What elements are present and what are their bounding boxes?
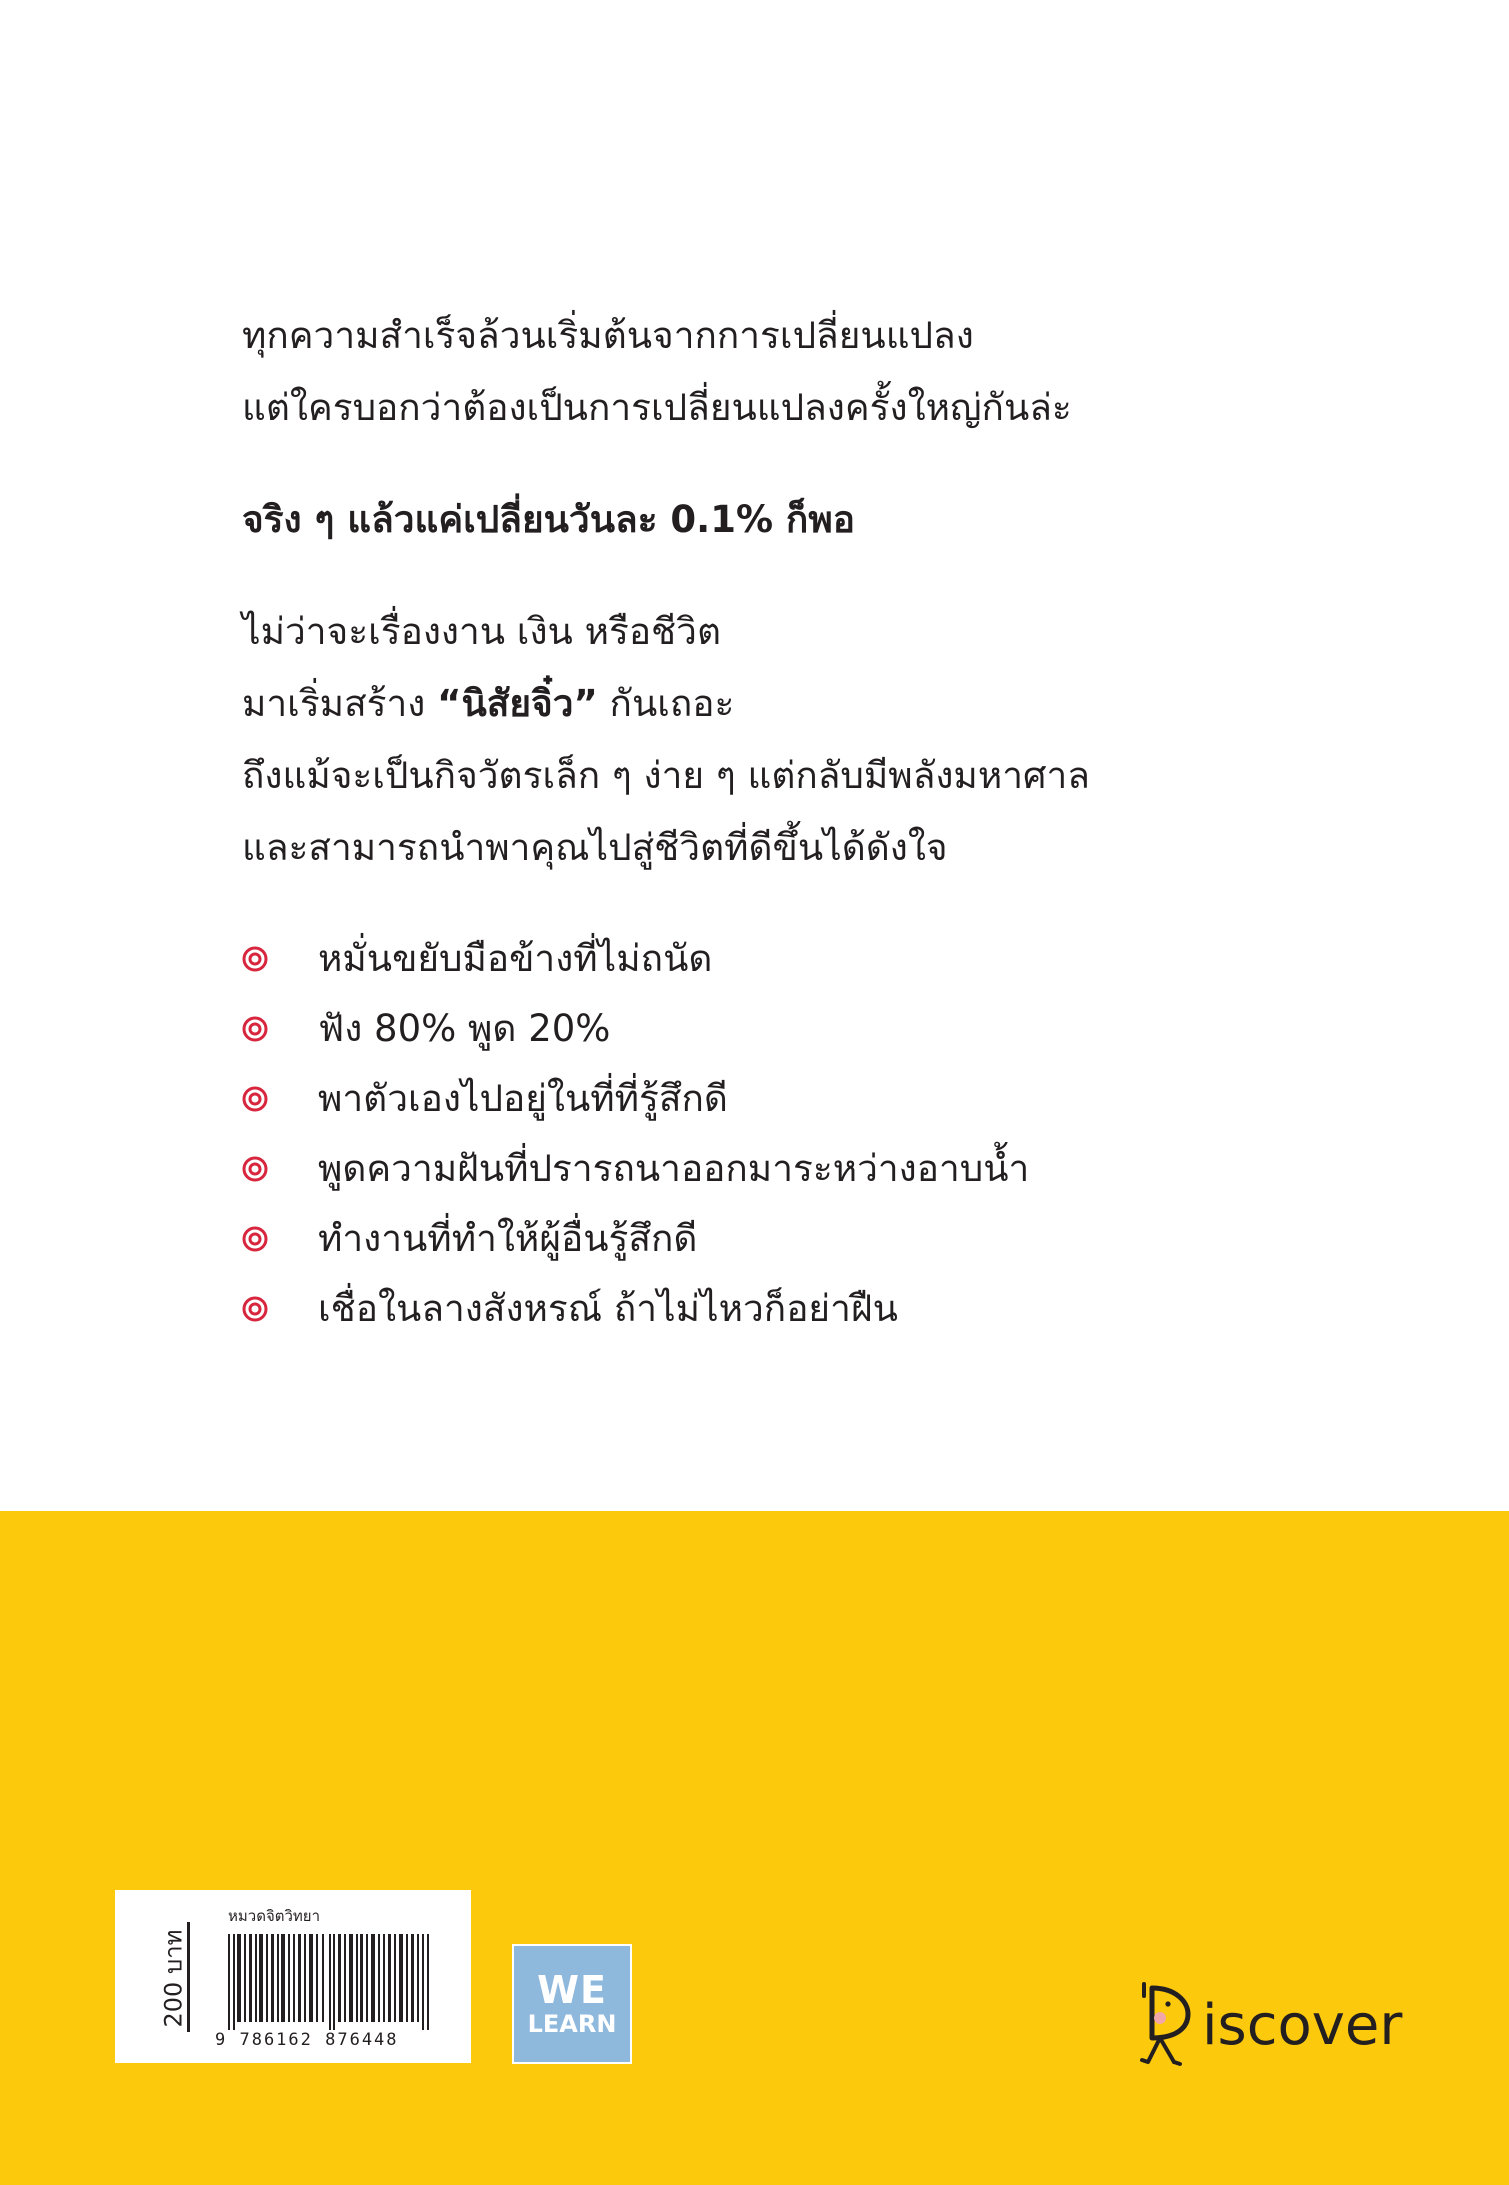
list-item-text: พาตัวเองไปอยู่ในที่ที่รู้สึกดี xyxy=(318,1077,728,1120)
isbn-number: 9 786162 876448 xyxy=(215,2030,399,2050)
body-line-1: ไม่ว่าจะเรื่องงาน เงิน หรือชีวิต xyxy=(242,610,721,653)
double-circle-icon xyxy=(242,1296,318,1322)
barcode-panel xyxy=(115,1890,471,2063)
discover-mascot-icon xyxy=(1138,1980,1194,2070)
welearn-line-2: LEARN xyxy=(527,2010,617,2038)
body-paragraph xyxy=(242,596,1362,884)
list-item xyxy=(242,1204,1362,1274)
list-item-text: หมั่นขยับมือข้างที่ไม่ถนัด xyxy=(318,937,713,980)
list-item xyxy=(242,924,1362,994)
double-circle-icon xyxy=(242,1226,318,1252)
double-circle-icon xyxy=(242,946,318,972)
body-line-2-prefix: มาเริ่มสร้าง xyxy=(242,682,438,725)
double-circle-icon xyxy=(242,1086,318,1112)
barcode-icon xyxy=(228,1934,440,2030)
list-item xyxy=(242,1274,1362,1344)
highlight-line: จริง ๆ แล้วแค่เปลี่ยนวันละ 0.1% ก็พอ xyxy=(242,498,855,541)
body-line-4: และสามารถนำพาคุณไปสู่ชีวิตที่ดีขึ้นได้ดังใจ xyxy=(242,826,948,869)
price-text: 200 บาท xyxy=(159,1929,188,2027)
welearn-line-1: WE xyxy=(537,1968,607,2012)
list-item xyxy=(242,994,1362,1064)
divider xyxy=(187,1922,190,2032)
discover-logo xyxy=(1138,1980,1402,2070)
list-item-text: พูดความฝันที่ปรารถนาออกมาระหว่างอาบน้ำ xyxy=(318,1147,1030,1190)
welearn-logo xyxy=(512,1944,632,2064)
list-item xyxy=(242,1134,1362,1204)
intro-line-2: แต่ใครบอกว่าต้องเป็นการเปลี่ยนแปลงครั้งใหญ่กันล่ะ xyxy=(242,386,1072,429)
list-item-text: ทำงานที่ทำให้ผู้อื่นรู้สึกดี xyxy=(318,1217,698,1260)
body-line-3: ถึงแม้จะเป็นกิจวัตรเล็ก ๆ ง่าย ๆ แต่กลับมีพลังมหาศาล xyxy=(242,754,1090,797)
brand-name: iscover xyxy=(1202,1992,1403,2058)
yellow-band xyxy=(0,1511,1509,2185)
back-cover-text xyxy=(242,300,1362,1344)
body-line-2-suffix: กันเถอะ xyxy=(597,682,735,725)
list-item xyxy=(242,1064,1362,1134)
price-label xyxy=(123,1928,223,2028)
list-item-text: เชื่อในลางสังหรณ์ ถ้าไม่ไหวก็อย่าฝืน xyxy=(318,1287,898,1330)
tiny-habit-term: “นิสัยจิ๋ว” xyxy=(437,682,598,725)
category-label: หมวดจิตวิทยา xyxy=(228,1907,320,1925)
body-line-2 xyxy=(242,668,1362,740)
double-circle-icon xyxy=(242,1016,318,1042)
habit-list xyxy=(242,924,1362,1344)
list-item-text: ฟัง 80% พูด 20% xyxy=(318,1007,611,1050)
intro-line-1: ทุกความสำเร็จล้วนเริ่มต้นจากการเปลี่ยนแปลง xyxy=(242,314,974,357)
double-circle-icon xyxy=(242,1156,318,1182)
